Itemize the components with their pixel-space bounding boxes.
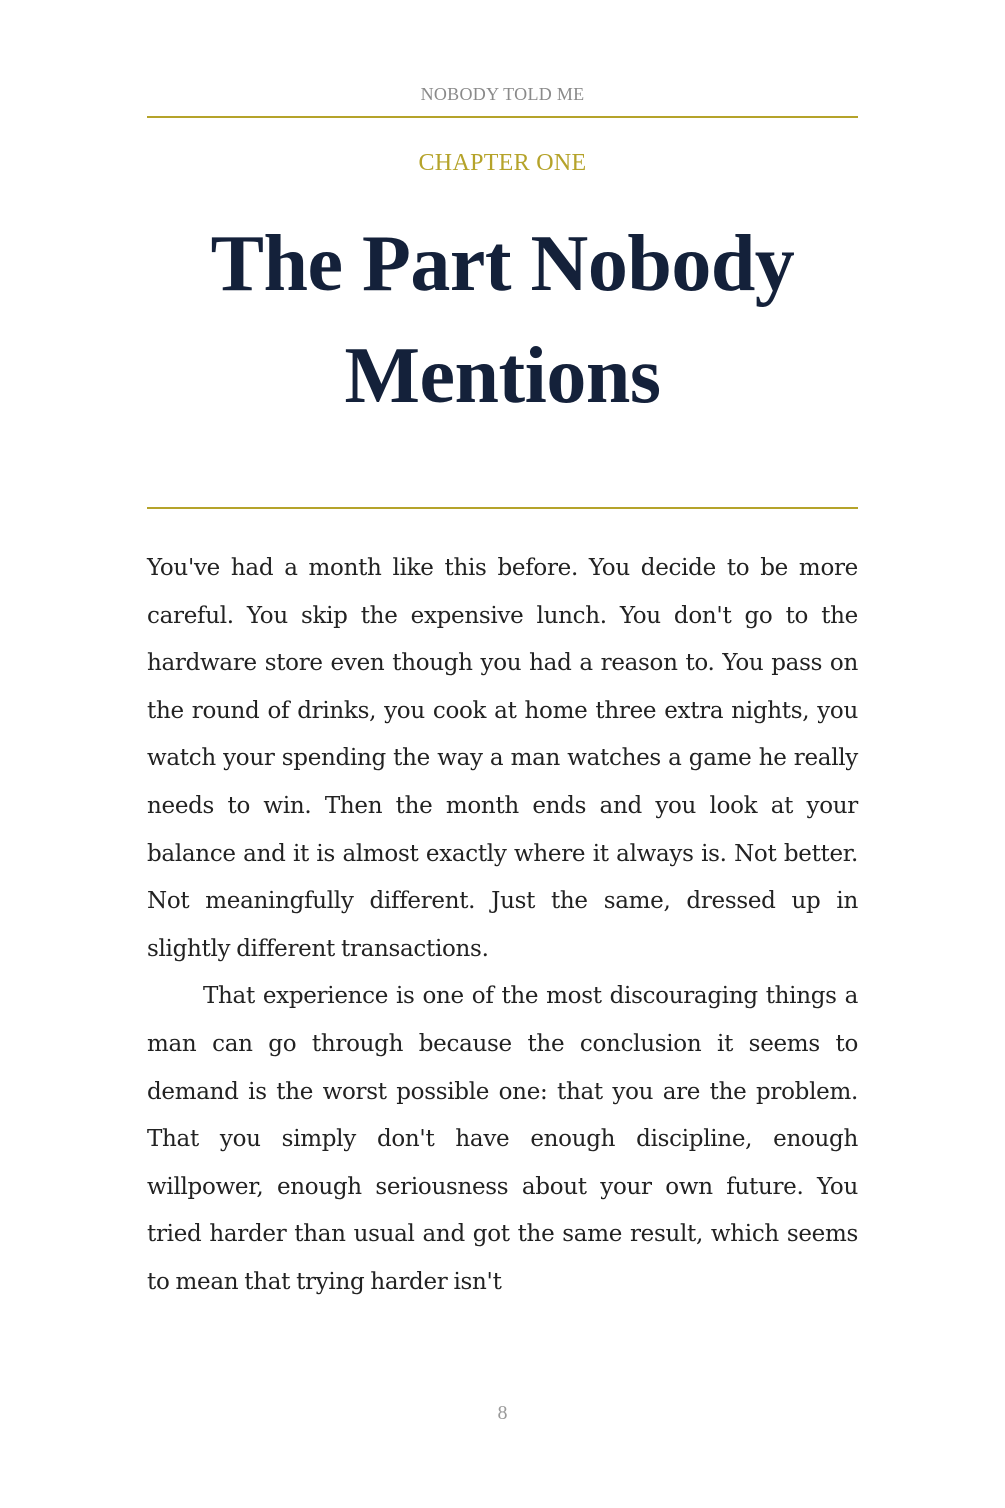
body-text bbox=[147, 545, 858, 1307]
paragraph: That experience is one of the most discouraging things a man can go through because the conclusion it seems to demand is the worst possible one: that you are the problem. That you simply don't have enough discipline, enough willpower, enough seriousness about your own future. You tried harder than usual and got the same result, which seems to mean that trying harder isn't bbox=[147, 983, 858, 1295]
page-number: 8 bbox=[497, 1402, 508, 1424]
running-header: NOBODY TOLD ME bbox=[420, 84, 585, 104]
chapter-title: The Part Nobody Mentions bbox=[210, 220, 795, 420]
title-divider bbox=[147, 507, 858, 509]
chapter-label: CHAPTER ONE bbox=[418, 150, 587, 176]
header-divider bbox=[147, 116, 858, 118]
paragraph: You've had a month like this before. You decide to be more careful. You skip the expensive lunch. You don't go to the hardware store even though you had a reason to. You pass on the round of drinks, you cook at home three extra nights, you watch your spending the way a man watches a game he really needs to win. Then the month ends and you look at your balance and it is almost exactly where it always is. Not better. Not meaningfully different. Just the same, dressed up in slightly different transactions. bbox=[147, 555, 858, 962]
